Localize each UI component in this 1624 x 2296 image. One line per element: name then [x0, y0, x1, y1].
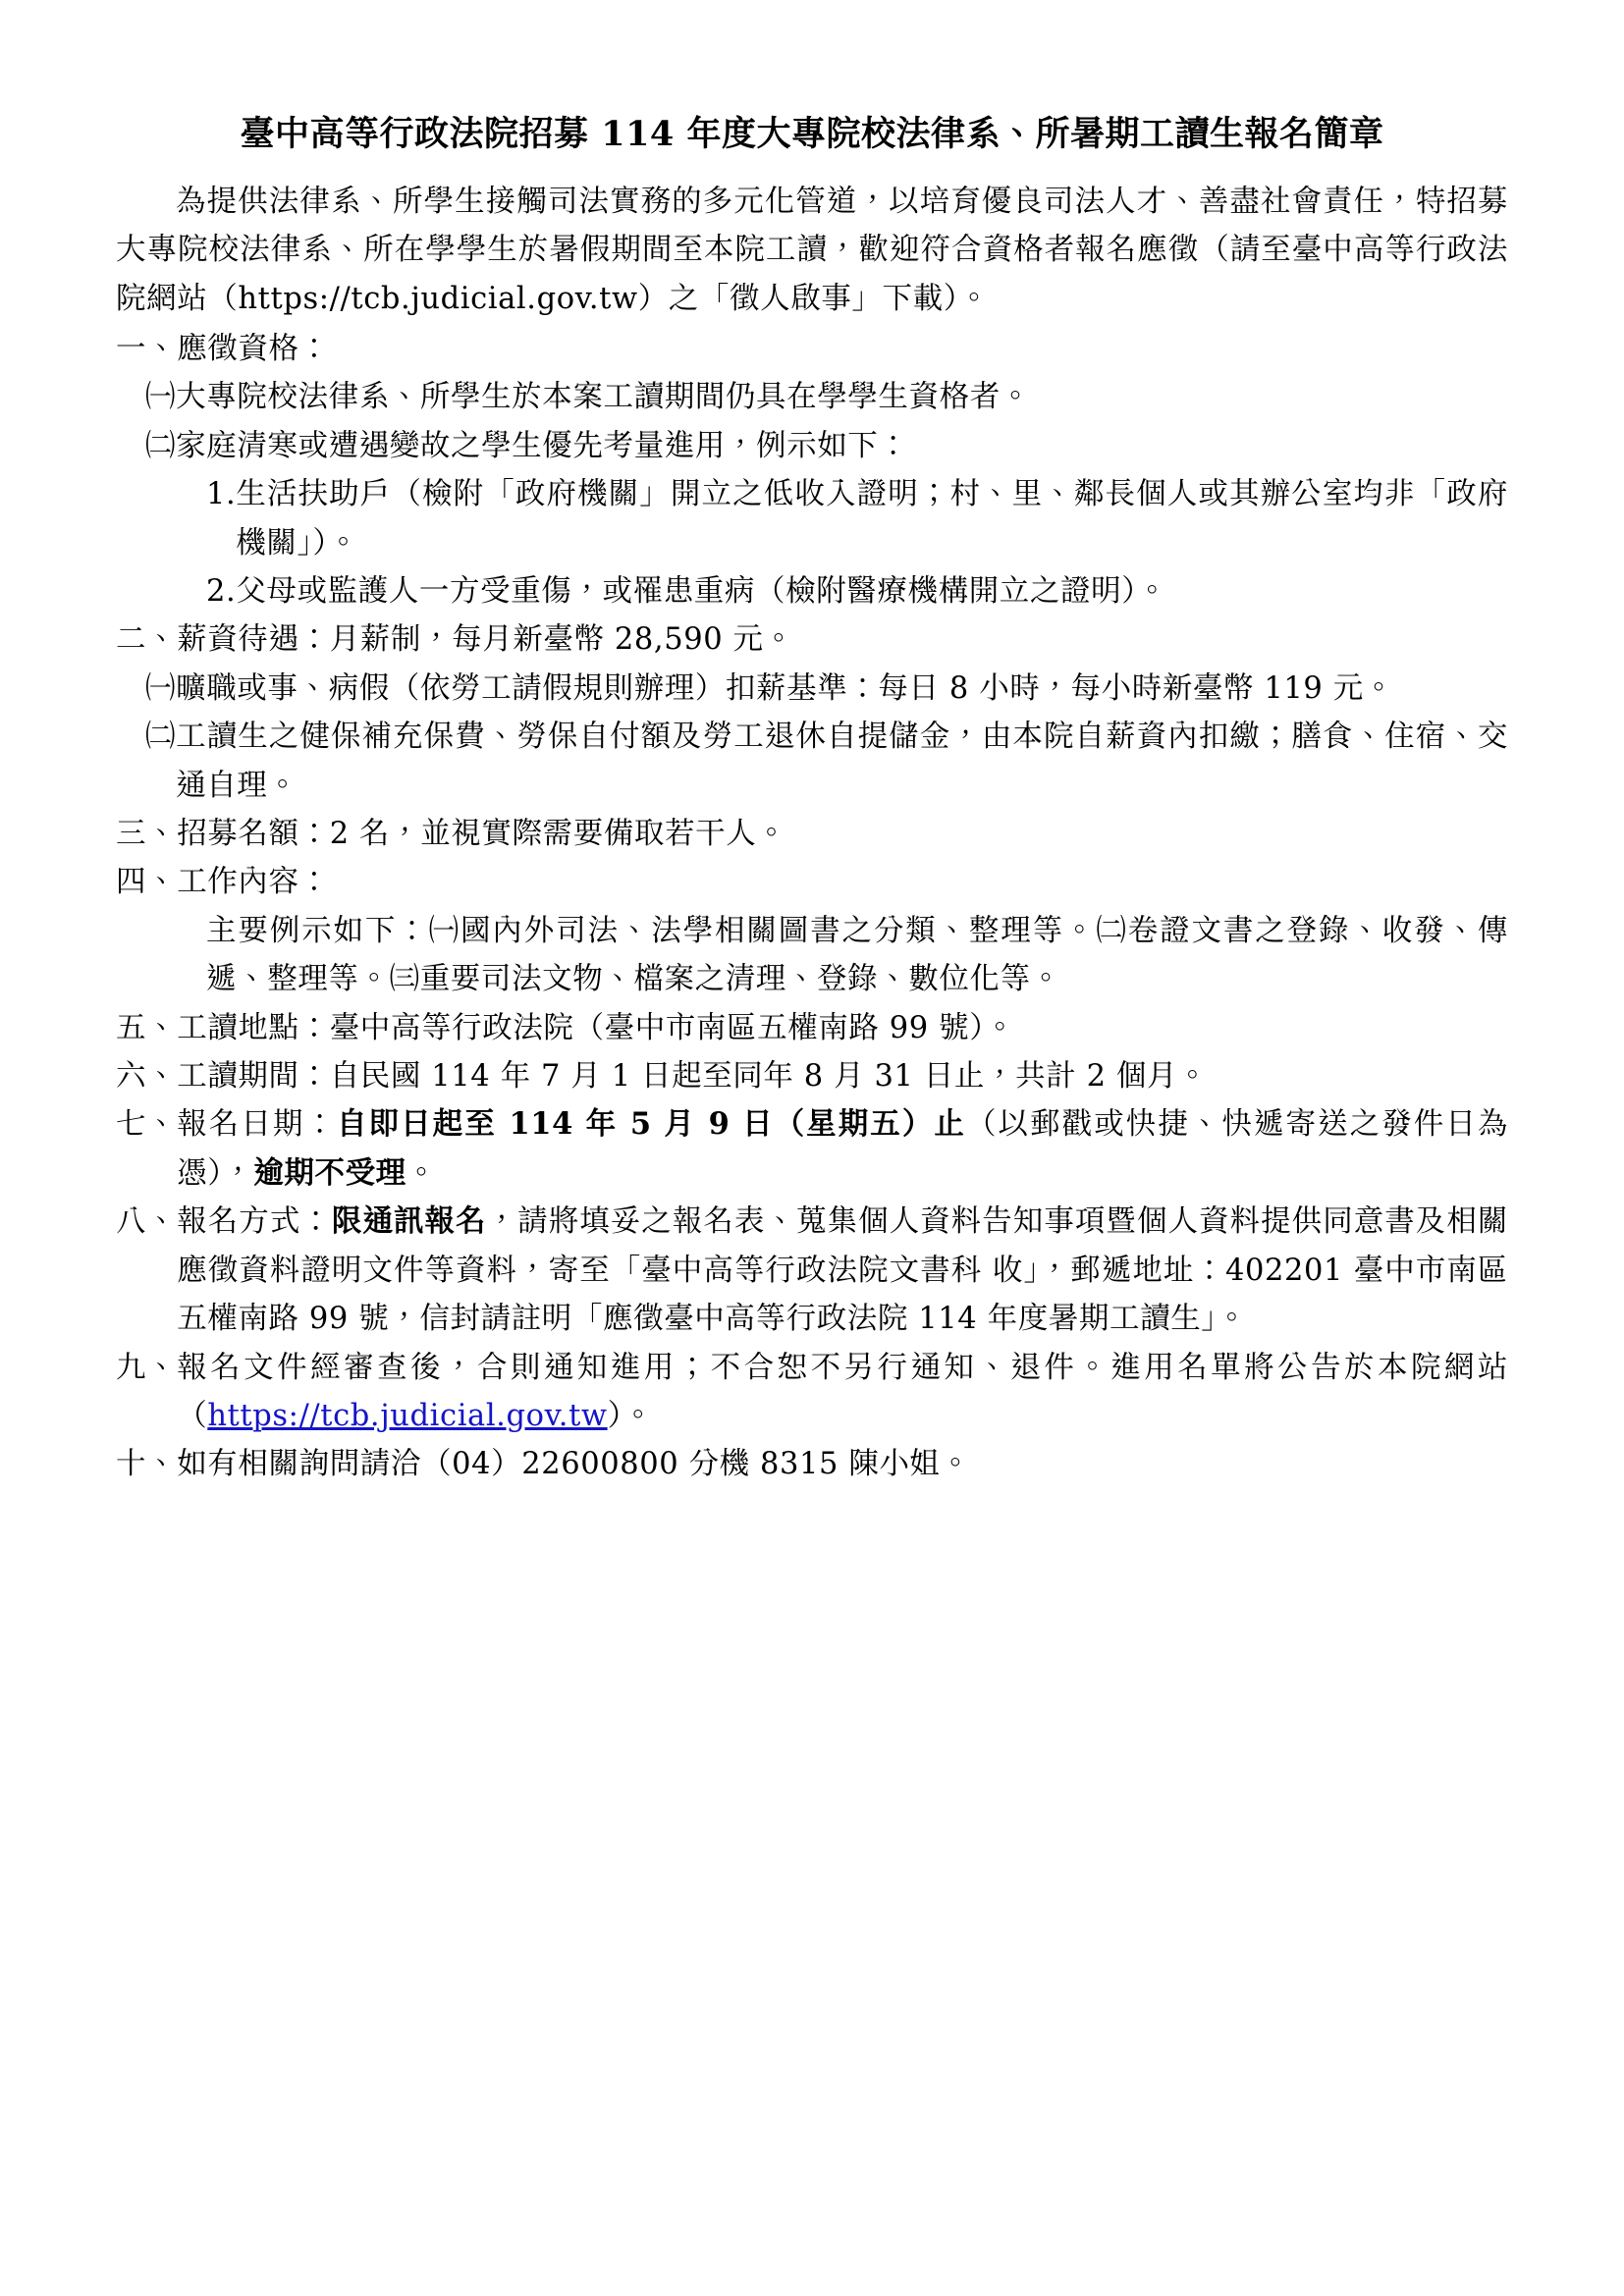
- section-marker: 八、: [116, 1204, 178, 1240]
- section-marker: 十、: [116, 1447, 178, 1482]
- section-item: [116, 1100, 1508, 1198]
- section-item: [116, 1052, 1508, 1100]
- section-text: 招募名額：2 名，並視實際需要備取若干人。: [177, 817, 787, 852]
- subsubsection-marker: 1.: [206, 477, 237, 512]
- subsection-text: 大專院校法律系、所學生於本案工讀期間仍具在學學生資格者。: [176, 380, 1031, 415]
- section-marker: 三、: [116, 817, 178, 852]
- emphasis-text: 限通訊報名: [331, 1203, 487, 1240]
- section-paragraph: 主要例示如下：㈠國內外司法、法學相關圖書之分類、整理等。㈡卷證文書之登錄、收發、傳遞、整理等。㈢重要司法文物、檔案之清理、登錄、數位化等。: [206, 913, 1508, 997]
- subsubsection-text: 父母或監護人一方受重傷，或罹患重病（檢附醫療機構開立之證明）。: [236, 574, 1168, 609]
- run-text: 。: [406, 1155, 437, 1191]
- section-item: [116, 615, 1508, 664]
- subsubsection-item: [206, 567, 1508, 615]
- website-link[interactable]: https://tcb.judicial.gov.tw: [207, 1398, 608, 1433]
- section-item: [116, 1344, 1508, 1441]
- section-item: [116, 325, 1508, 373]
- section-text: 工讀地點：臺中高等行政法院（臺中市南區五權南路 99 號）。: [177, 1010, 1016, 1045]
- subsection-marker: ㈡: [145, 428, 177, 463]
- section-text: 應徵資格：: [177, 331, 330, 366]
- subsubsection-marker: 2.: [206, 574, 237, 609]
- run-text: 報名方式：: [177, 1204, 332, 1240]
- section-marker: 二、: [116, 622, 178, 658]
- section-text: [177, 1198, 1508, 1343]
- run-text: ，請將填妥之報名表、蒐集個人資料告知事項暨個人資料提供同意書及相關應徵資料證明文件等資料，寄至「臺中高等行政法院文書科 收」，郵遞地址：402201 臺中市南區五權南路 99 號，信封請註明「應徵臺中高等行政法院 114 年度暑期工讀生」。: [177, 1204, 1508, 1337]
- section-text: 工讀期間：自民國 114 年 7 月 1 日起至同年 8 月 31 日止，共計 2 個月。: [177, 1059, 1209, 1095]
- run-text: 報名文件經審查後，合則通知進用；不合恕不另行通知、退件。進用名單將公告於本院網站（: [177, 1350, 1508, 1433]
- subsubsection-item: [206, 470, 1508, 567]
- section-marker: 一、: [116, 331, 178, 366]
- run-text: ）。: [607, 1398, 654, 1433]
- section-text: 薪資待遇：月薪制，每月新臺幣 28,590 元。: [177, 622, 794, 658]
- emphasis-text: 自即日起至 114 年 5 月 9 日（星期五）止: [337, 1106, 966, 1143]
- subsection-marker: ㈠: [145, 670, 177, 706]
- section-text: 如有相關詢問請洽（04）22600800 分機 8315 陳小姐。: [177, 1447, 971, 1482]
- section-marker: 七、: [116, 1107, 178, 1143]
- subsection-item: [145, 713, 1508, 810]
- section-text: [177, 1344, 1508, 1441]
- intro-paragraph: 為提供法律系、所學生接觸司法實務的多元化管道，以培育優良司法人才、善盡社會責任，特招募大專院校法律系、所在學學生於暑假期間至本院工讀，歡迎符合資格者報名應徵（請至臺中高等行政法院網站（https://tcb.judicial.gov.tw）之「徵人啟事」下載）。: [116, 184, 1508, 316]
- section-item: [116, 1440, 1508, 1488]
- run-text: 報名日期：: [177, 1107, 337, 1143]
- section-text: 工作內容：: [177, 865, 330, 900]
- emphasis-text: 逾期不受理: [253, 1154, 406, 1191]
- section-item: [116, 1198, 1508, 1343]
- subsection-item: [145, 665, 1508, 713]
- section-item: [116, 810, 1508, 858]
- subsubsection-text: 生活扶助戶（檢附「政府機關」開立之低收入證明；村、里、鄰長個人或其辦公室均非「政府機關」）。: [236, 477, 1508, 561]
- section-item: [116, 1004, 1508, 1052]
- page-title: 臺中高等行政法院招募 114 年度大專院校法律系、所暑期工讀生報名簡章: [240, 114, 1384, 154]
- subsection-marker: ㈠: [145, 380, 177, 415]
- section-marker: 九、: [116, 1350, 178, 1385]
- section-marker: 六、: [116, 1059, 178, 1095]
- subsection-item: [145, 373, 1508, 421]
- subsection-text: 家庭清寒或遭遇變故之學生優先考量進用，例示如下：: [176, 428, 909, 463]
- subsection-marker: ㈡: [145, 720, 177, 755]
- section-marker: 四、: [116, 865, 178, 900]
- run-text: （以郵戳或快捷、快遞寄送之發件日為憑），: [177, 1107, 1509, 1191]
- section-item: [116, 858, 1508, 906]
- section-marker: 五、: [116, 1010, 178, 1045]
- subsection-text: 曠職或事、病假（依勞工請假規則辦理）扣薪基準：每日 8 小時，每小時新臺幣 119 元。: [176, 670, 1394, 706]
- subsection-item: [145, 422, 1508, 470]
- subsection-text: 工讀生之健保補充保費、勞保自付額及勞工退休自提儲金，由本院自薪資內扣繳；膳食、住宿、交通自理。: [176, 720, 1508, 803]
- section-text: [177, 1100, 1508, 1198]
